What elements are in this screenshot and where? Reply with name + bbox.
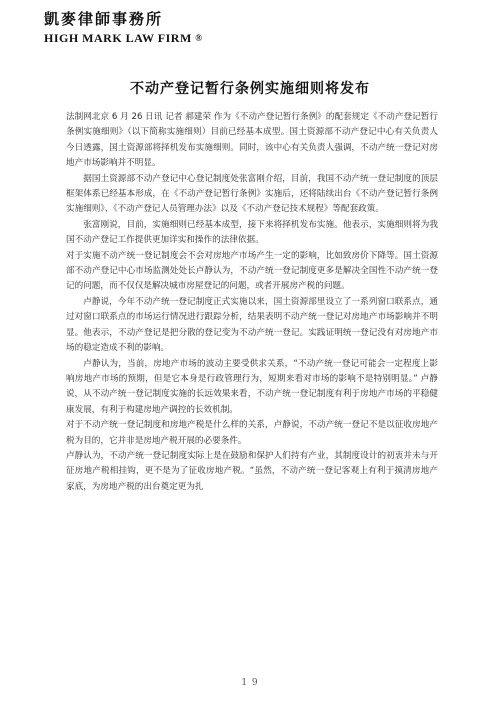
- paragraph: 张富刚说，目前，实施细则已经基本成型，接下来将择机发布实施。他表示，实施细则将为我国不动产登记工作提供更加详实和操作的法律依据。: [66, 219, 438, 246]
- firm-logo: [44, 10, 264, 46]
- paragraph: 据国土资源部不动产登记中心登记制度处张富刚介绍，目前，我国不动产统一登记制度的顶层框架体系已经基本形成，在《不动产登记暂行条例》实施后，还将陆续出台《不动产登记暂行条例实施细则》、《不动产登记人员管理办法》以及《不动产登记技术规程》等配套政策。: [66, 173, 438, 215]
- paragraph: 对于实施不动产统一登记制度会不会对房地产市场产生一定的影响，比如致房价下降等。国土资源部不动产登记中心市场监测处处长卢静认为，不动产统一登记制度更多是解决全国性不动产统一登记的问题，而不仅仅是解决城市房屋登记的问题，或者开展房产税的问题。: [66, 250, 438, 292]
- article-title: 不动产登记暂行条例实施细则将发布: [130, 81, 370, 97]
- page-number: 1 9: [241, 678, 259, 688]
- firm-name-cn: 凱麥律師事務所: [44, 10, 164, 28]
- firm-name-en: HIGH MARK LAW FIRM ®: [44, 31, 203, 45]
- paragraph: 法制网北京 6 月 26 日讯 记者 郝建荣 作为《不动产登记暂行条例》的配套规定《不动产登记暂行条例实施细则》（以下简称实施细则）目前已经基本成型。国土资源部不动产登记中心有关负责人今日透露，国土资源部将择机发布实施细则。同时，该中心有关负责人强调，不动产统一登记对房地产市场影响并不明显。: [66, 112, 438, 169]
- paragraph: 卢静认为，当前，房地产市场的波动主要受供求关系，“不动产统一登记可能会一定程度上影响房地产市场的预期，但是它本身是行政管理行为，短期来看对市场的影响不是特别明显。” 卢静说，从不动产统一登记制度实施的长远效果来看，不动产统一登记制度有利于房地产市场的平稳健康发展，有利于构建房地产调控的长效机制。: [66, 358, 438, 415]
- article-body: [66, 110, 438, 495]
- paragraph: 对于不动产统一登记制度和房地产税是什么样的关系，卢静说，不动产统一登记不是以征收房地产税为目的，它并非是房地产税开展的必要条件。: [66, 420, 438, 446]
- paragraph: 卢静说，今年不动产统一登记制度正式实施以来，国土资源部里设立了一系列窗口联系点，通过对窗口联系点的市场运行情况进行跟踪分析，结果表明不动产统一登记对房地产市场影响并不明显。他表示，不动产登记是把分散的登记变为不动产统一登记。实践证明统一登记没有对房地产市场的稳定造成不利的影响。: [66, 296, 438, 354]
- registered-mark: ®: [195, 33, 203, 43]
- paragraph: 卢静认为，不动产统一登记制度实际上是在鼓励和保护人们持有产业，其制度设计的初衷并未与开征房地产税相挂钩，更不是为了征收房地产税。“虽然，不动产统一登记客观上有利于摸清房地产家底，为房地产税的出台奠定更为扎: [66, 450, 438, 492]
